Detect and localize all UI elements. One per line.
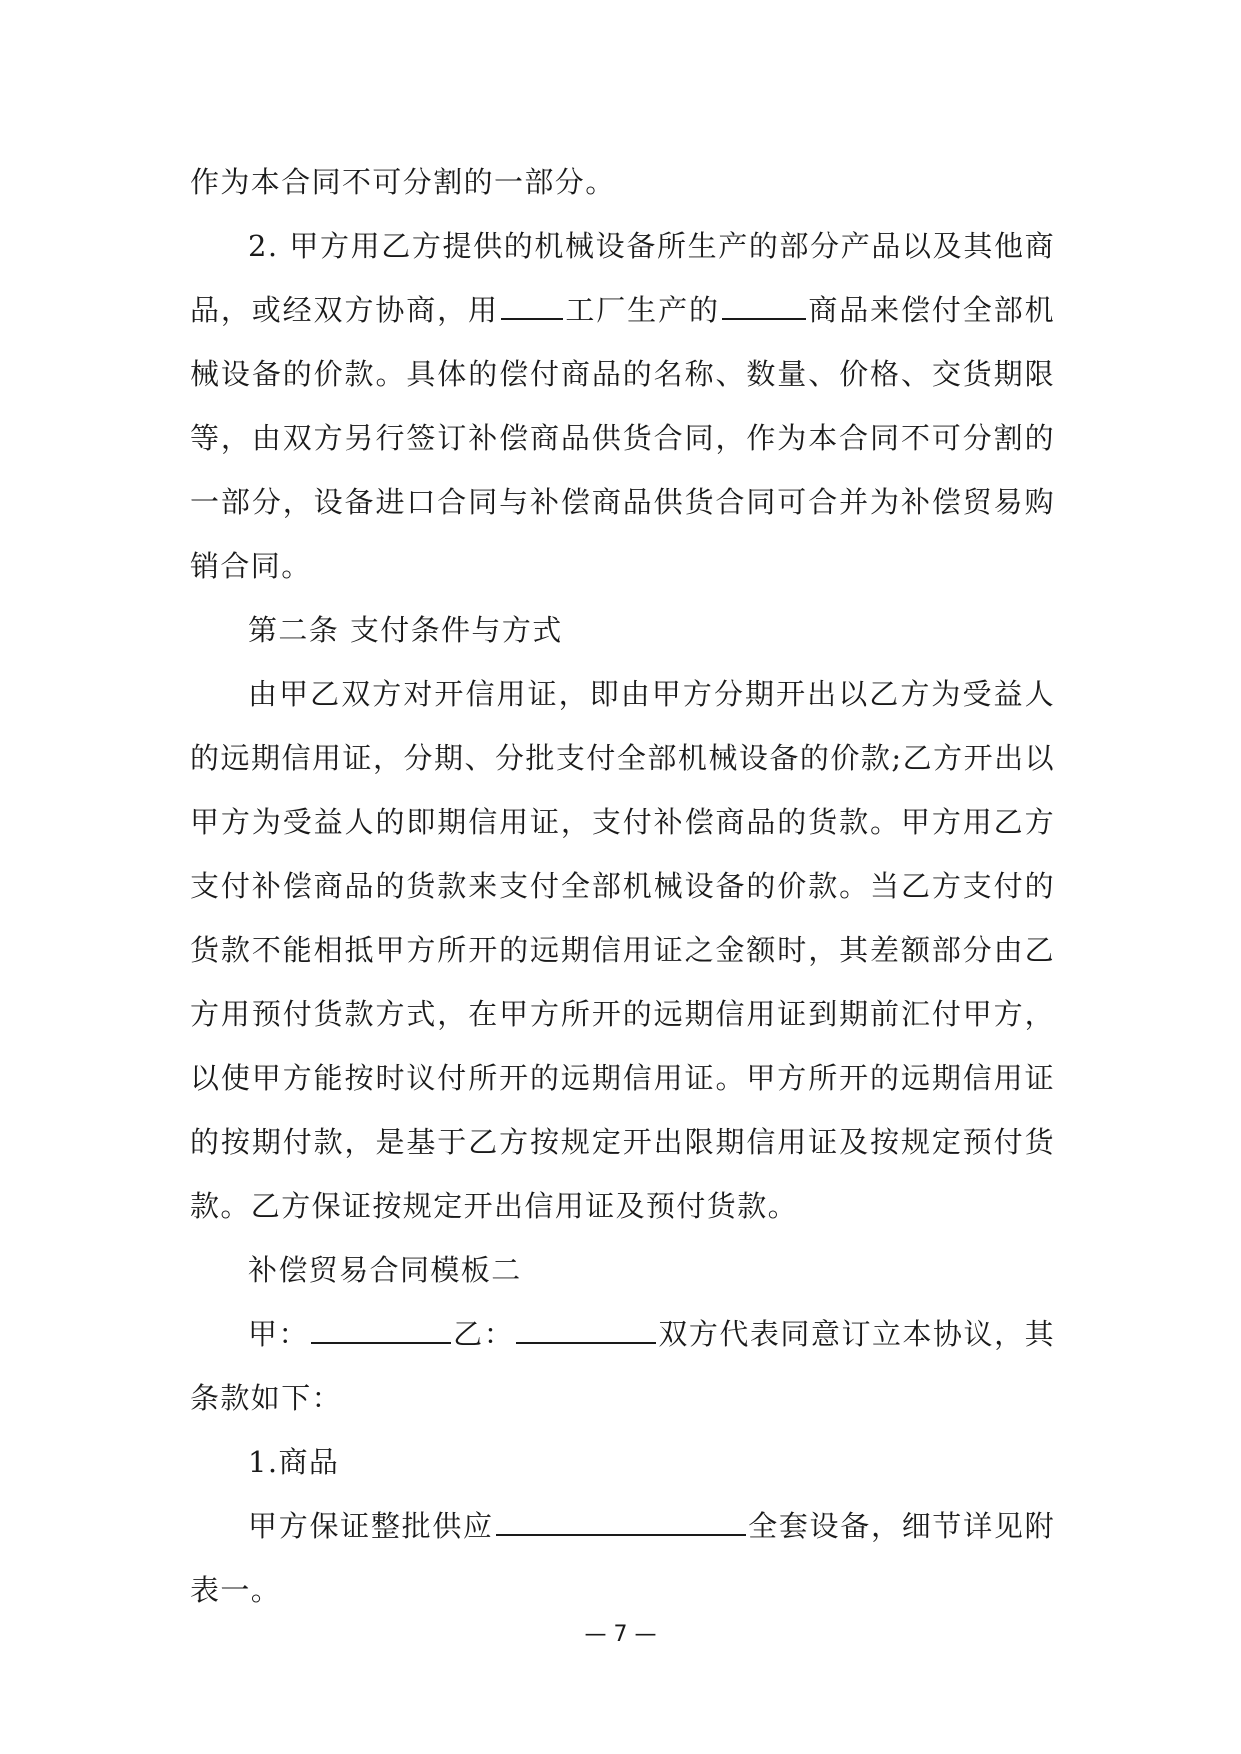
paragraph-parties <box>190 1302 1055 1430</box>
parties-agreement-text: 双方代表同意订立本协议，其条款如下： <box>190 1317 1055 1415</box>
blank-party-b <box>516 1316 656 1344</box>
party-a-label: 甲： <box>248 1317 310 1351</box>
page-number: — 7 — <box>584 1622 657 1647</box>
paragraph-payment-terms: 由甲乙双方对开信用证，即由甲方分期开出以乙方为受益人的远期信用证，分期、分批支付全部机械设备的价款;乙方开出以甲方为受益人的即期信用证，支付补偿商品的货款。甲方用乙方支付补偿商品的货款来支付全部机械设备的价款。当乙方支付的货款不能相抵甲方所开的远期信用证之金额时，其差额部分由乙方用预付货款方式，在甲方所开的远期信用证到期前汇付甲方，以使甲方能按时议付所开的远期信用证。甲方所开的远期信用证的按期付款，是基于乙方按规定开出限期信用证及按规定预付货款。乙方保证按规定开出信用证及预付货款。 <box>190 677 1055 1223</box>
clause-2-text-c: 商品来偿付全部机械设备的价款。具体的偿付商品的名称、数量、价格、交货期限等，由双方另行签订补偿商品供货合同，作为本合同不可分割的一部分，设备进口合同与补偿商品供货合同可合并为补偿贸易购销合同。 <box>190 293 1055 583</box>
goods-supply-text-a: 甲方保证整批供应 <box>248 1509 494 1543</box>
section-heading-goods: 1.商品 <box>248 1445 340 1479</box>
template-title: 补偿贸易合同模板二 <box>248 1253 522 1287</box>
paragraph-goods-supply <box>190 1494 1055 1622</box>
clause-2-text-b: 工厂生产的 <box>564 293 720 327</box>
paragraph-continuation: 作为本合同不可分割的一部分。 <box>190 165 616 199</box>
blank-equipment-name <box>496 1508 746 1536</box>
document-body <box>190 150 1055 1622</box>
paragraph-clause-2 <box>190 214 1055 598</box>
blank-party-a <box>311 1316 451 1344</box>
goods-supply-text-b: 全套设备，细节详见附表一。 <box>190 1509 1055 1607</box>
blank-factory-name <box>501 292 563 320</box>
section-heading-article-2: 第二条 支付条件与方式 <box>248 613 563 647</box>
party-b-label: 乙： <box>453 1317 515 1351</box>
blank-goods-name <box>722 292 806 320</box>
clause-2-text-a: 2. 甲方用乙方提供的机械设备所生产的部分产品以及其他商品，或经双方协商，用 <box>190 229 1055 327</box>
